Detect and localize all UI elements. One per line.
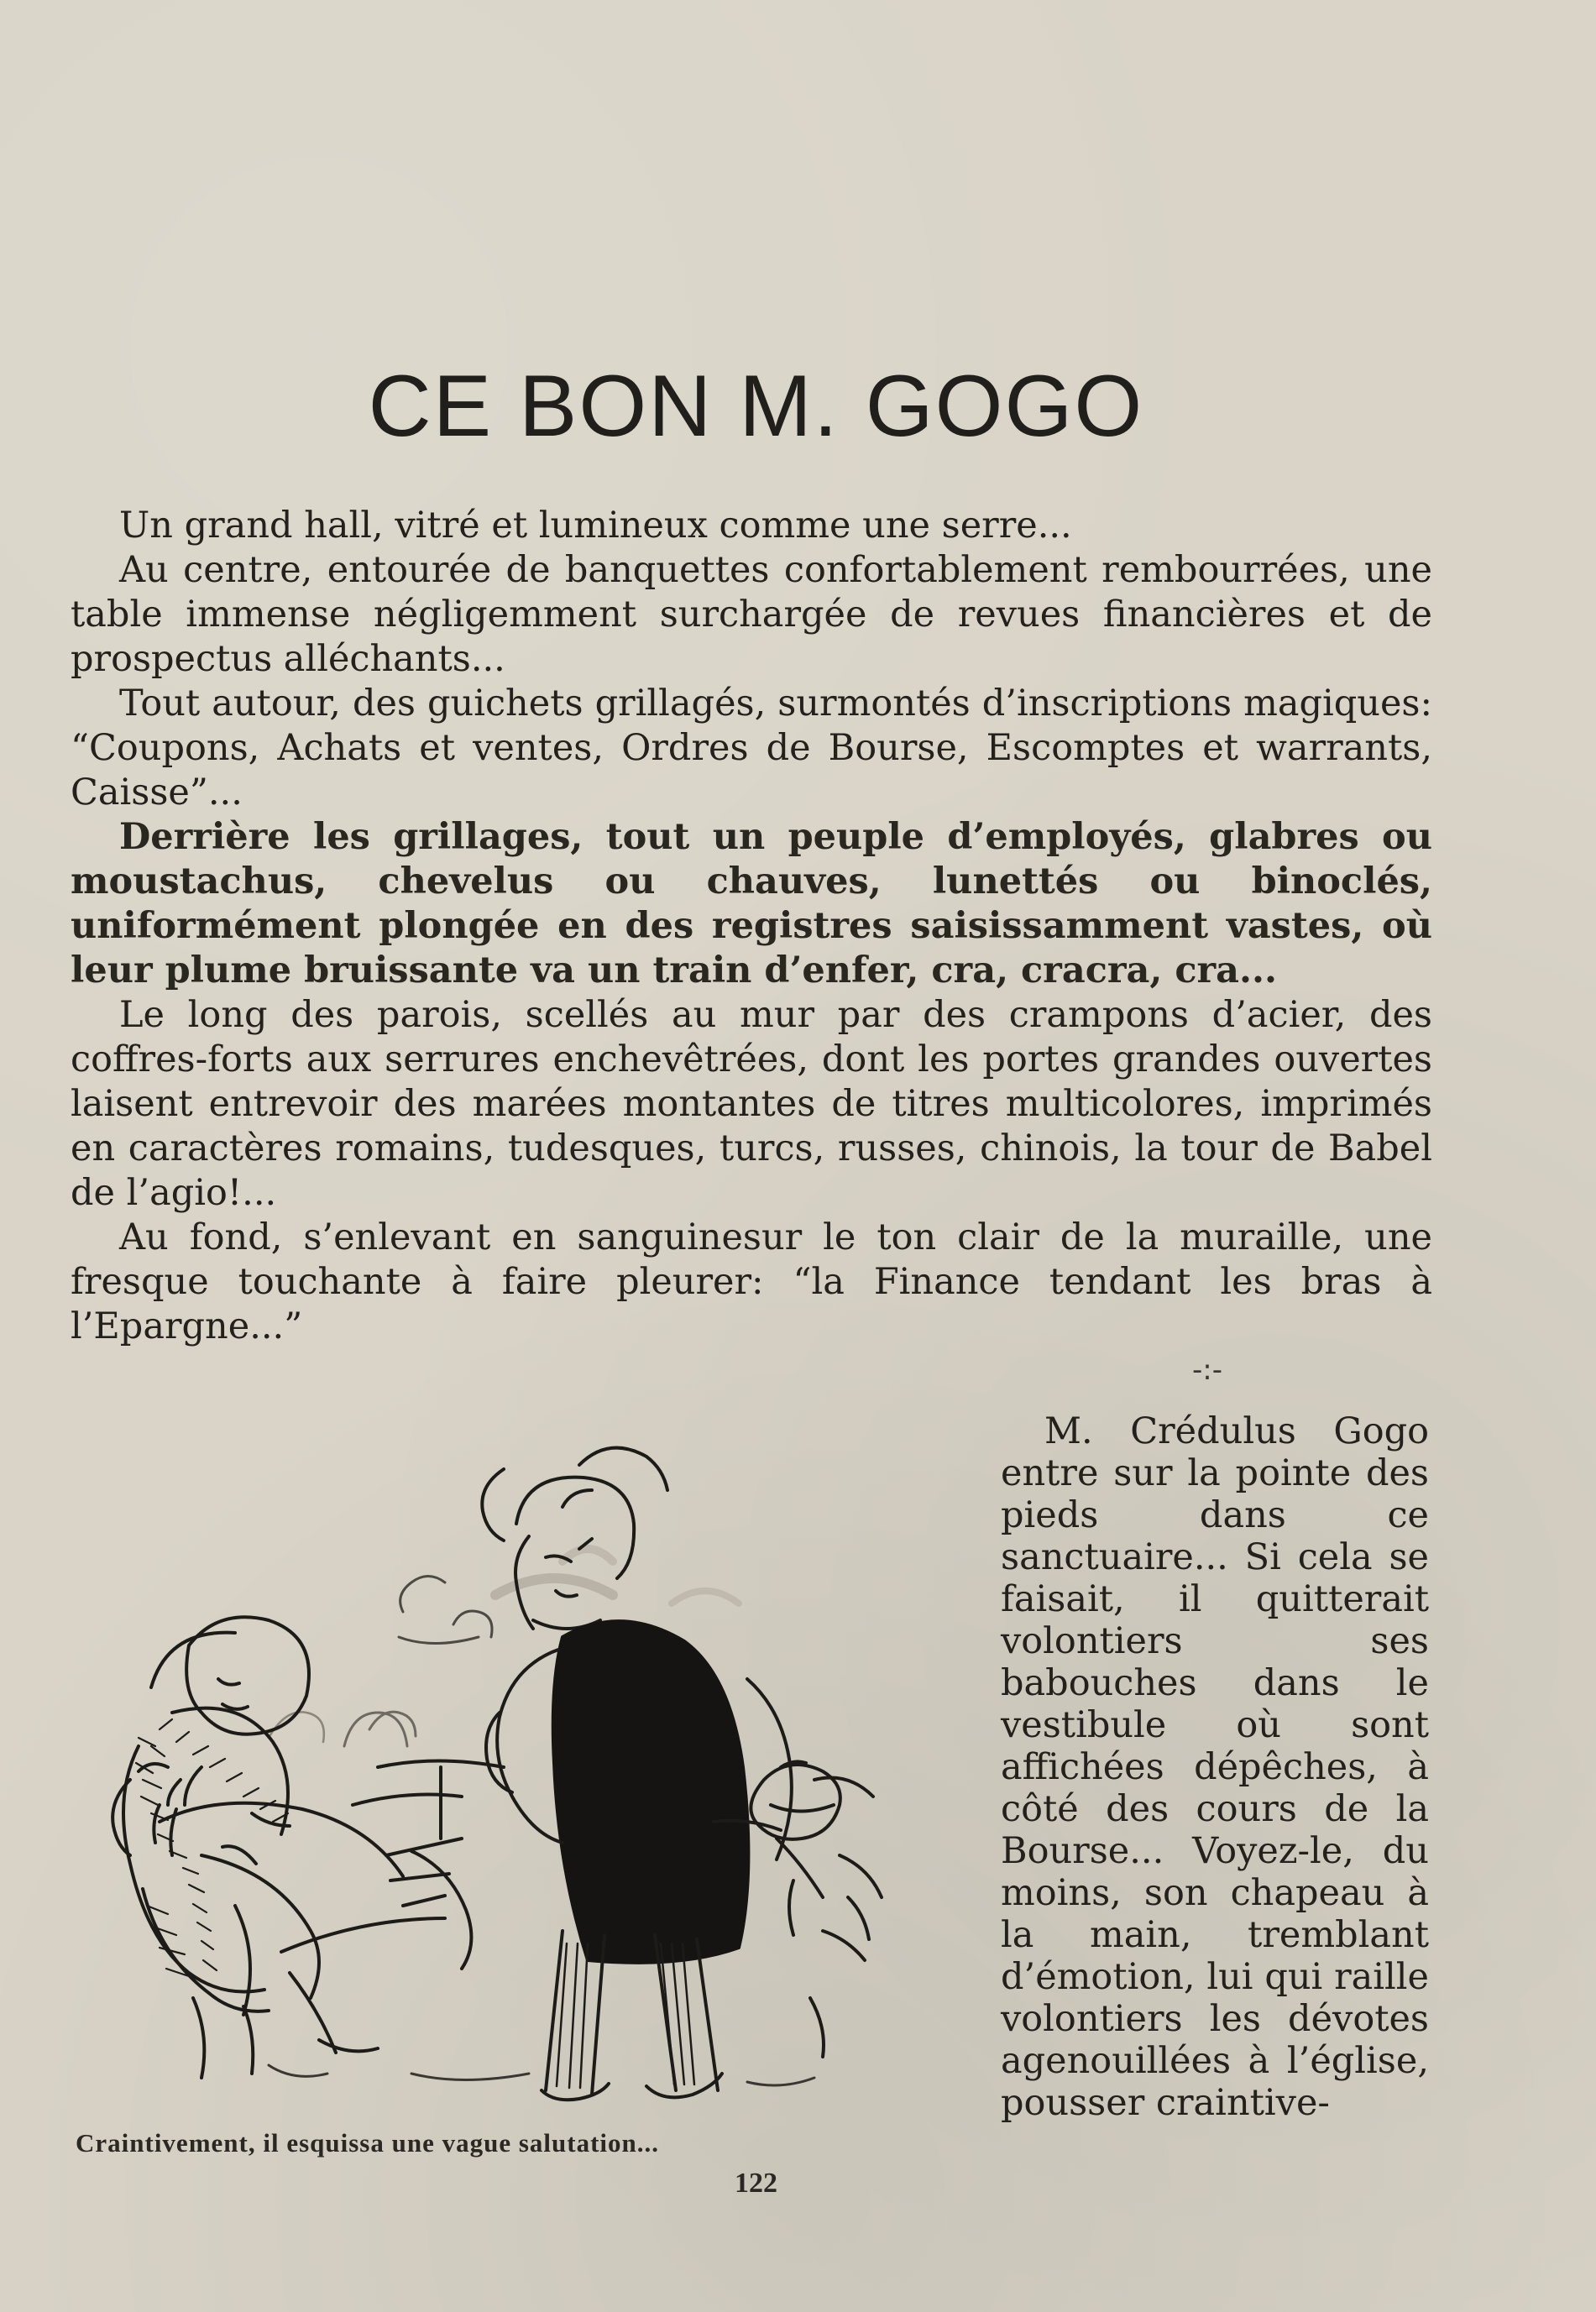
paragraph-6: Au fond, s’enlevant en sanguinesur le ton clair de la muraille, une fresque touchante à faire pleurer: “la Finance tendant les bras à l’Epargne...” <box>71 1216 1432 1347</box>
page-number: 122 <box>735 2168 777 2199</box>
paragraph-1: Un grand hall, vitré et lumineux comme une serre... <box>119 505 1072 547</box>
illustration-caption: Craintivement, il esquissa une vague salutation... <box>76 2128 660 2158</box>
page-title: CE BON M. GOGO <box>368 358 1144 455</box>
side-paragraph: M. Crédulus Gogo entre sur la pointe des pieds dans ce sanctuaire... Si cela se faisait, il quitterait volontiers ses babouches dans le vestibule où sont affichées dépêches, à côté des cours de la Bourse... Voyez-le, du moins, son chapeau à la main, tremblant d’émotion, lui qui raille volontiers les dévotes agenouillées à l’église, pousser craintive- <box>1001 1410 1429 2124</box>
side-column-text <box>1001 1410 1429 2124</box>
engraving-illustration <box>59 1385 949 2107</box>
paragraph-2: Au centre, entourée de banquettes confortablement rembourrées, une table immense négligemment surchargée de revues financières et de prospectus alléchants... <box>71 549 1432 680</box>
section-separator: -:- <box>1192 1353 1222 1387</box>
paragraph-5: Le long des parois, scellés au mur par des crampons d’acier, des coffres-forts aux serrures enchevêtrées, dont les portes grandes ouvertes laisent entrevoir des marées montantes de titres multicolores, imprimés en caractères romains, tudesques, turcs, russes, chinois, la tour de Babel de l’agio!... <box>71 994 1432 1214</box>
paragraph-3: Tout autour, des guichets grillagés, surmontés d’inscriptions magiques: “Coupons, Achats et ventes, Ordres de Bourse, Escomptes et warrants, Caisse”... <box>71 683 1432 813</box>
paragraph-4: Derrière les grillages, tout un peuple d’employés, glabres ou moustachus, chevelus ou chauves, lunettés ou binoclés, uniformément plongée en des registres saisissamment vastes, où leur plume bruissante va un train d’enfer, cra, cracra, cra... <box>71 816 1432 991</box>
article-body <box>71 504 1432 1349</box>
